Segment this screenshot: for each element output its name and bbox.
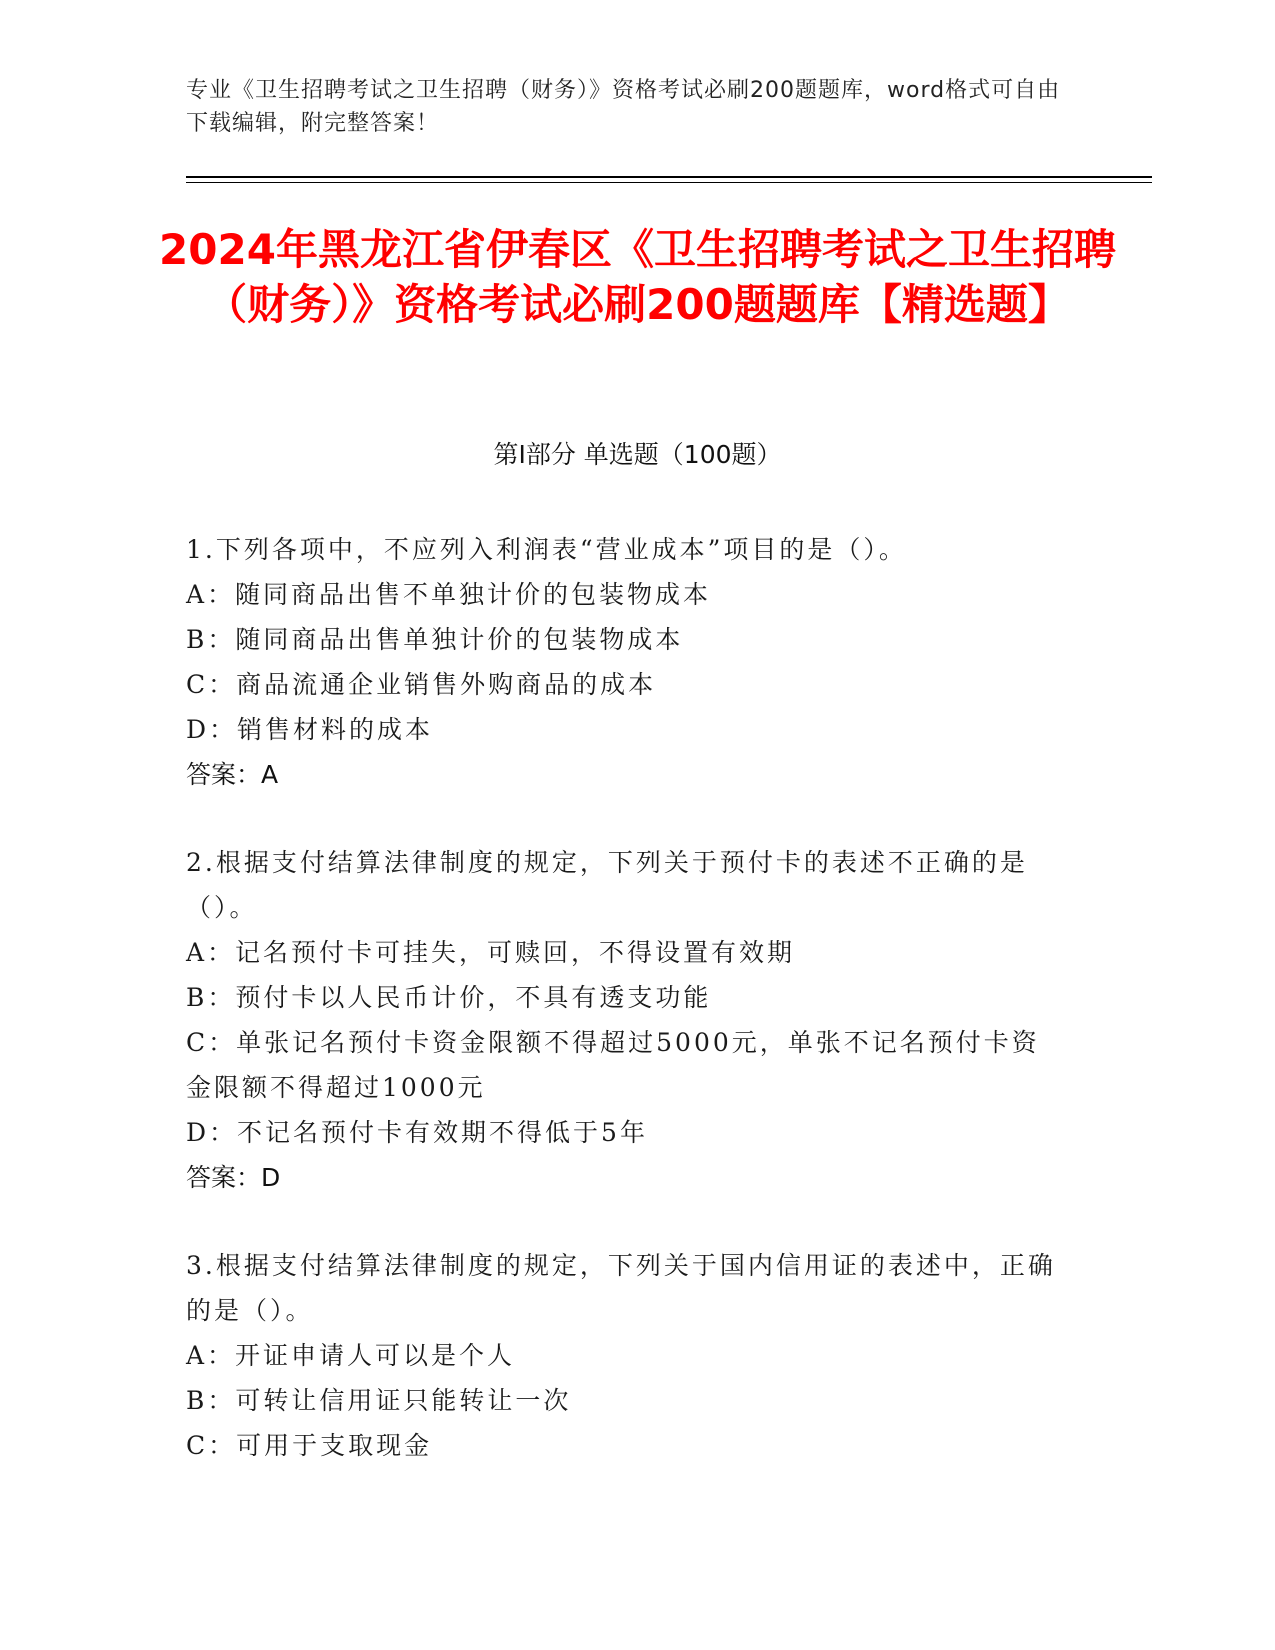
question-3 <box>186 1243 1066 1468</box>
header-note: 专业《卫生招聘考试之卫生招聘（财务）》资格考试必刷200题题库，word格式可自由下载编辑，附完整答案！ <box>186 78 1061 136</box>
option-b: B：预付卡以人民币计价，不具有透支功能 <box>186 983 712 1012</box>
question-answer: 答案：A <box>186 760 279 789</box>
question-stem: 2.根据支付结算法律制度的规定，下列关于预付卡的表述不正确的是（）。 <box>186 848 1028 922</box>
header-divider-thin <box>186 182 1152 183</box>
option-a: A：随同商品出售不单独计价的包装物成本 <box>186 580 712 609</box>
option-c: C：可用于支取现金 <box>186 1431 433 1460</box>
question-1 <box>186 527 1066 797</box>
option-d: D：销售材料的成本 <box>186 715 434 744</box>
question-stem: 1.下列各项中，不应列入利润表“营业成本”项目的是（）。 <box>186 535 907 564</box>
option-a: A：记名预付卡可挂失，可赎回，不得设置有效期 <box>186 938 796 967</box>
option-d: D：不记名预付卡有效期不得低于5年 <box>186 1118 648 1147</box>
question-list <box>186 527 1066 1511</box>
option-b: B：随同商品出售单独计价的包装物成本 <box>186 625 684 654</box>
option-c: C：商品流通企业销售外购商品的成本 <box>186 670 657 699</box>
question-answer: 答案：D <box>186 1163 281 1192</box>
question-stem: 3.根据支付结算法律制度的规定，下列关于国内信用证的表述中，正确的是（）。 <box>186 1251 1056 1325</box>
option-a: A：开证申请人可以是个人 <box>186 1341 516 1370</box>
option-c: C：单张记名预付卡资金限额不得超过5000元，单张不记名预付卡资金限额不得超过1000元 <box>186 1028 1040 1102</box>
header-divider <box>186 176 1152 178</box>
section-title: 第I部分 单选题（100题） <box>493 440 782 469</box>
document-title: 2024年黑龙江省伊春区《卫生招聘考试之卫生招聘（财务）》资格考试必刷200题题库【精选题】 <box>159 225 1116 329</box>
option-b: B：可转让信用证只能转让一次 <box>186 1386 572 1415</box>
question-2 <box>186 840 1066 1200</box>
